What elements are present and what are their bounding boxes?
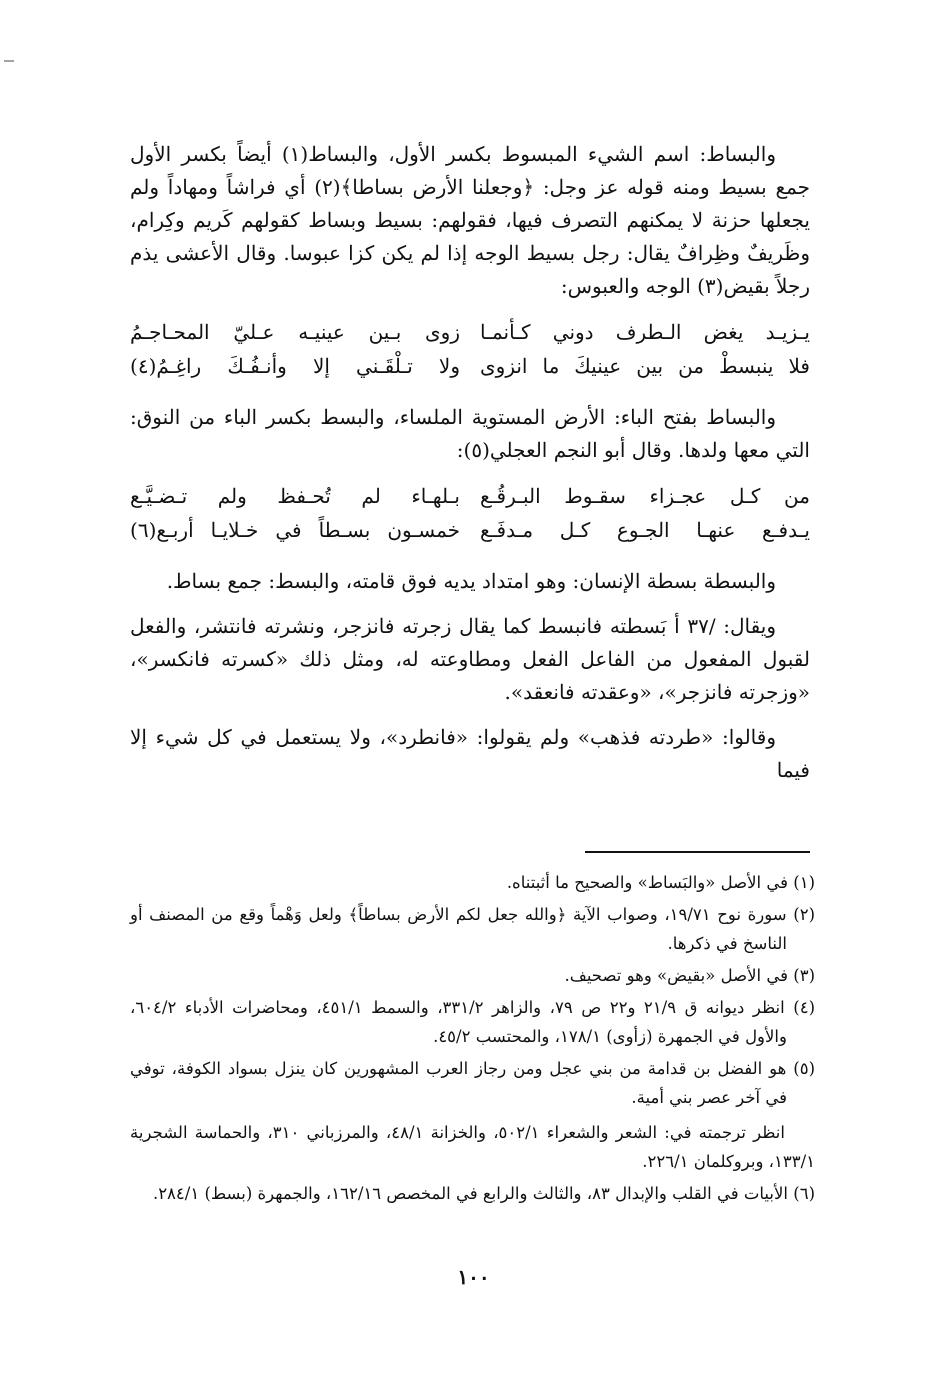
paragraph-basta: والبسطة بسطة الإنسان: وهو امتداد يديه فوق قامته، والبسط: جمع بساط. — [166, 569, 776, 593]
hemistich-right: يـدفـع عنهـا الجـوع كـل مـدفَـع — [480, 518, 810, 542]
hemistich-right: فلا ينبسطْ من بين عينيكَ ما انزوى — [480, 354, 810, 378]
hemistich-right: يـزيـد يغض الـطرف دوني كـأنمـا — [480, 320, 810, 344]
verse-abu-najm — [130, 479, 810, 547]
verse-line — [130, 349, 810, 383]
hemistich-left: ولا تـلْقَـني إلا وأنـفُـكَ راغِـمُ(٤) — [130, 354, 460, 378]
hemistich-left: زوى بـين عينيـه عـليّ المحـاجـمُ — [130, 320, 460, 344]
main-text — [130, 138, 810, 799]
scan-speck — [4, 60, 14, 62]
page-number: ١٠٠ — [457, 1265, 490, 1289]
footnote-separator — [585, 851, 810, 853]
paragraph-inbasat: ويقال: /٣٧ أ بَسطته فانبسط كما يقال زجرته فانزجر، ونشرته فانتشر، والفعل لقبول المفعول من الفاعل الفعل ومطاوعته له، ومثل ذلك «كسرته فانكسر»، «وزجرته فانزجر»، «وعقدته فانعقد». — [130, 614, 810, 704]
footnotes — [130, 868, 815, 1211]
paragraph-bast: والبساط بفتح الباء: الأرض المستوية الملساء، والبسط بكسر الباء من النوق: التي معها ولدها. وقال أبو النجم العجلي(٥): — [130, 405, 810, 462]
footnote-5: (٥) هو الفضل بن قدامة من بني عجل ومن رجاز العرب المشهورين كان ينزل بسواد الكوفة، توفي في آخر عصر بني أمية. — [130, 1059, 815, 1107]
footnote-4: (٤) انظر ديوانه ق ٢١/٩ و٢٢ ص ٧٩، والزاهر ٣٣١/٢، والسمط ٤٥١/١، ومحاضرات الأدباء ٦٠٤/٢، والأول في الجمهرة (زأوى) ١٧٨/١، والمحتسب ٤٥/٢. — [130, 998, 815, 1046]
footnote-6: (٦) الأبيات في القلب والإبدال ٨٣، والثالث والرابع في المخصص ١٦٢/١٦، والجمهرة (بسط) ٢٨٤/١. — [152, 1184, 815, 1203]
hemistich-right: من كـل عجـزاء سقـوط البـرقُـع — [480, 484, 810, 508]
footnote-3: (٣) في الأصل «بقيض» وهو تصحيف. — [564, 966, 815, 985]
footnote-2: (٢) سورة نوح ١٩/٧١، وصواب الآية ﴿والله جعل لكم الأرض بساطاً﴾ ولعل وَهْماً وقع من المصنف أو الناسخ في ذكرها. — [130, 905, 815, 953]
footnote-5-continued: انظر ترجمته في: الشعر والشعراء ٥٠٢/١، والخزانة ٤٨/١، والمرزباني ٣١٠، والحماسة الشجرية ١٣٣/١، وبروكلمان ٢٢٦/١. — [130, 1123, 815, 1171]
verse-line — [130, 479, 810, 513]
verse-line — [130, 513, 810, 547]
verse-al-asha — [130, 315, 810, 383]
paragraph-bisat: والبساط: اسم الشيء المبسوط بكسر الأول، والبساط(١) أيضاً بكسر الأول جمع بسيط ومنه قوله عز وجل: ﴿وجعلنا الأرض بساطا﴾(٢) أي فراشاً ومهاداً ولم يجعلها حزنة لا يمكنهم التصرف فيها، فقولهم: بسيط وبساط كقولهم كَريم وكِرام، وظَريفٌ وظِرافٌ يقال: رجل بسيط الوجه إذا لم يكن كزا عبوسا. وقال الأعشى يذم رجلاً بقيض(٣) الوجه والعبوس: — [130, 142, 811, 298]
hemistich-left: خمسـون بسـطاً في خـلايـا أربـع(٦) — [130, 518, 460, 542]
footnote-1: (١) في الأصل «والبَساط» والصحيح ما أثبتناه. — [506, 873, 815, 892]
verse-line — [130, 315, 810, 349]
hemistich-left: بـلهـاء لم تُحـفظ ولم تـضـيَّـع — [130, 484, 460, 508]
paragraph-tarad: وقالوا: «طردته فذهب» ولم يقولوا: «فانطرد»، ولا يستعمل في كل شيء إلا فيما — [130, 725, 810, 782]
